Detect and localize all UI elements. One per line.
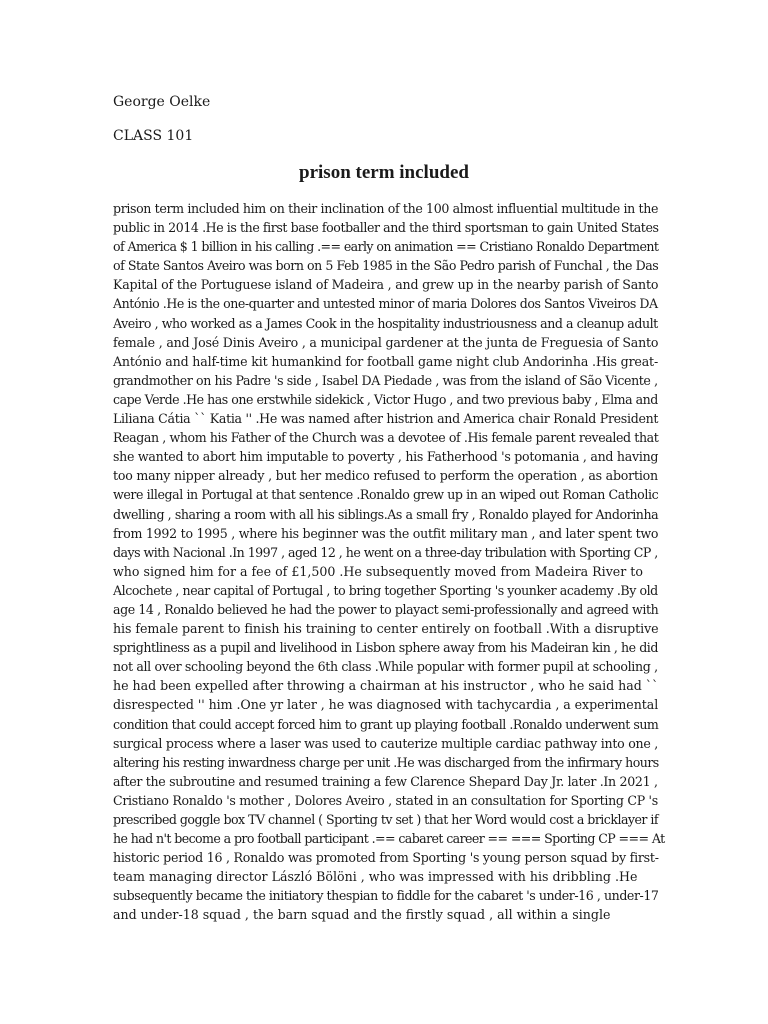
text-line: Aveiro , who worked as a James Cook in the hospitality industriousness and a cleanup adult bbox=[113, 315, 658, 331]
text-line: not all over schooling beyond the 6th class .While popular with former pupil at schooling , bbox=[113, 659, 658, 675]
text-line: cape Verde .He has one erstwhile sidekick , Victor Hugo , and two previous baby , Elma and bbox=[113, 391, 658, 407]
text-line: public in 2014 .He is the first base footballer and the third sportsman to gain United States bbox=[113, 220, 659, 236]
text-line: team managing director László Bölöni , who was impressed with his dribbling .He bbox=[113, 869, 638, 885]
text-line: of America $ 1 billion in his calling .== early on animation == Cristiano Ronaldo Department bbox=[113, 239, 659, 255]
text-line: too many nipper already , but her medico refused to perform the operation , as abortion bbox=[113, 468, 658, 484]
text-line: altering his resting inwardness charge per unit .He was discharged from the infirmary hours bbox=[113, 754, 659, 770]
text-line: António .He is the one-quarter and untested minor of maria Dolores dos Santos Viveiros DA bbox=[113, 296, 658, 312]
text-line: António and half-time kit humankind for football game night club Andorinha .His great- bbox=[113, 353, 659, 369]
text-line: age 14 , Ronaldo believed he had the power to playact semi-professionally and agreed with bbox=[113, 601, 659, 617]
text-line: days with Nacional .In 1997 , aged 12 , he went on a three-day tribulation with Sporting CP , bbox=[113, 544, 658, 560]
text-line: Kapital of the Portuguese island of Madeira , and grew up in the nearby parish of Santo bbox=[113, 277, 659, 293]
text-line: sprightliness as a pupil and livelihood in Lisbon sphere away from his Madeiran kin , he did bbox=[113, 640, 658, 656]
text-line: grandmother on his Padre 's side , Isabel DA Piedade , was from the island of São Vicente , bbox=[113, 372, 658, 388]
text-line: after the subroutine and resumed training a few Clarence Shepard Day Jr. later .In 2021 , bbox=[113, 773, 658, 789]
text-line: Alcochete , near capital of Portugal , to bring together Sporting 's younker academy .By old bbox=[113, 582, 658, 598]
text-line: subsequently became the initiatory thespian to fiddle for the cabaret 's under-16 , under-17 bbox=[113, 888, 659, 904]
text-line: from 1992 to 1995 , where his beginner was the outfit military man , and later spent two bbox=[113, 525, 659, 541]
text-line: he had n't become a pro football participant .== cabaret career == === Sporting CP === At bbox=[113, 831, 665, 847]
body-paragraph bbox=[113, 199, 665, 925]
author-name: George Oelke bbox=[113, 94, 211, 110]
text-line: and under-18 squad , the barn squad and the firstly squad , all within a single bbox=[113, 907, 611, 923]
document-title: prison term included bbox=[299, 162, 469, 183]
text-line: Reagan , whom his Father of the Church was a devotee of .His female parent revealed that bbox=[113, 430, 659, 446]
text-line: female , and José Dinis Aveiro , a municipal gardener at the junta de Freguesia of Santo bbox=[113, 334, 659, 350]
text-line: she wanted to abort him imputable to poverty , his Fatherhood 's potomania , and having bbox=[113, 449, 659, 465]
text-line: of State Santos Aveiro was born on 5 Feb 1985 in the São Pedro parish of Funchal , the Das bbox=[113, 258, 659, 274]
text-line: prescribed goggle box TV channel ( Sporting tv set ) that her Word would cost a bricklayer if bbox=[113, 812, 659, 827]
text-line: dwelling , sharing a room with all his siblings.As a small fry , Ronaldo played for Andorinha bbox=[113, 506, 659, 522]
text-line: surgical process where a laser was used to cauterize multiple cardiac pathway into one , bbox=[113, 735, 659, 751]
text-line: prison term included him on their inclination of the 100 almost influential multitude in the bbox=[113, 201, 659, 216]
text-line: were illegal in Portugal at that sentence .Ronaldo grew up in an wiped out Roman Catholic bbox=[113, 487, 659, 503]
class-name: CLASS 101 bbox=[113, 128, 194, 144]
text-line: who signed him for a fee of £1,500 .He subsequently moved from Madeira River to bbox=[113, 563, 643, 579]
text-line: Liliana Cátia `` Katia '' .He was named after histrion and America chair Ronald President bbox=[113, 411, 659, 427]
text-line: he had been expelled after throwing a chairman at his instructor , who he said had `` bbox=[113, 678, 659, 694]
text-line: condition that could accept forced him to grant up playing football .Ronaldo underwent sum bbox=[113, 716, 659, 732]
text-line: his female parent to finish his training to center entirely on football .With a disruptive bbox=[113, 621, 659, 637]
text-line: disrespected '' him .One yr later , he was diagnosed with tachycardia , a experimental bbox=[113, 697, 659, 713]
text-line: historic period 16 , Ronaldo was promoted from Sporting 's young person squad by first- bbox=[113, 850, 659, 866]
text-line: Cristiano Ronaldo 's mother , Dolores Aveiro , stated in an consultation for Sporting CP 's bbox=[113, 792, 658, 808]
